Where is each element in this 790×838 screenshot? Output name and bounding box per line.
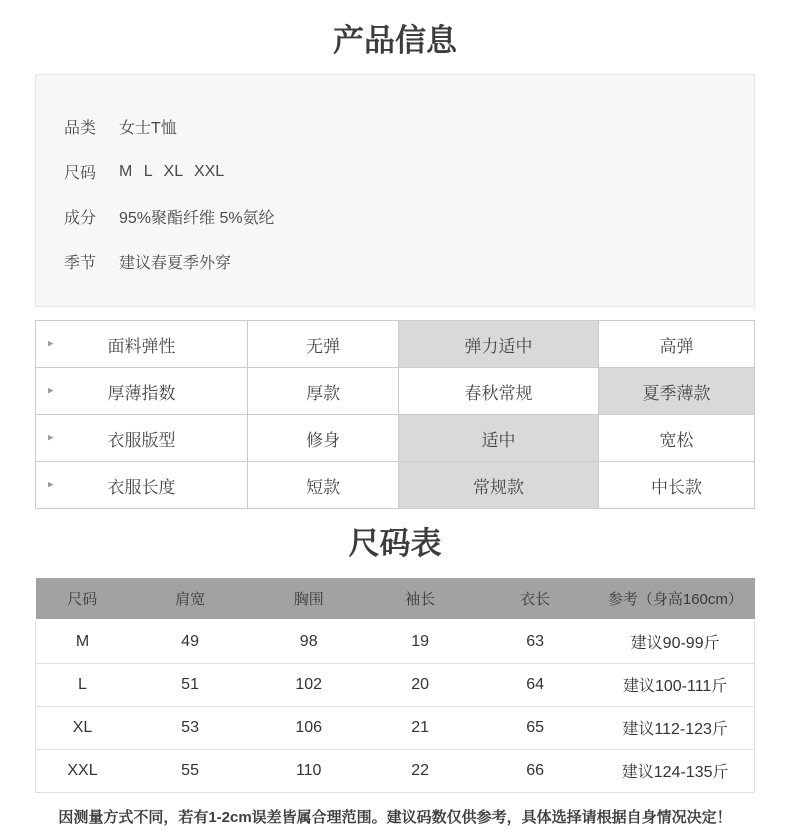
page-title: 产品信息 bbox=[333, 23, 457, 58]
size-chart-row-xl bbox=[36, 706, 755, 749]
size-chart-header: 肩宽 bbox=[129, 578, 251, 620]
attr-option-cell-selected: 常规款 bbox=[399, 462, 599, 509]
triangle-marker-icon: ▸ bbox=[48, 431, 54, 444]
size-cell: 21 bbox=[366, 706, 474, 749]
size-cell: XXL bbox=[36, 749, 129, 792]
info-value: M L XL XXL bbox=[119, 162, 225, 180]
size-cell: 53 bbox=[129, 706, 251, 749]
size-chart-row-m bbox=[36, 620, 755, 663]
attr-row-length bbox=[36, 462, 755, 509]
size-cell: 106 bbox=[251, 706, 366, 749]
triangle-marker-icon: ▸ bbox=[48, 337, 54, 350]
size-cell: 63 bbox=[474, 620, 596, 663]
attr-label-cell bbox=[36, 462, 248, 509]
attr-option-cell-selected: 弹力适中 bbox=[399, 321, 599, 368]
attr-label-cell bbox=[36, 321, 248, 368]
size-cell: 建议124-135斤 bbox=[596, 749, 754, 792]
info-value: 女士T恤 bbox=[119, 120, 177, 137]
attr-label-cell bbox=[36, 415, 248, 462]
size-chart-row-xxl bbox=[36, 749, 755, 792]
size-chart-header: 袖长 bbox=[366, 578, 474, 620]
attr-label: 衣服长度 bbox=[107, 477, 176, 497]
attribute-matrix-table bbox=[35, 320, 755, 509]
attr-label: 面料弹性 bbox=[107, 336, 176, 356]
size-chart-header: 参考（身高160cm） bbox=[596, 578, 754, 620]
product-info-box bbox=[35, 74, 755, 307]
size-cell: 建议100-111斤 bbox=[596, 663, 754, 706]
attr-option-cell: 中长款 bbox=[598, 462, 754, 509]
attr-row-fit bbox=[36, 415, 755, 462]
attr-option-cell: 短款 bbox=[248, 462, 399, 509]
attr-option-cell: 修身 bbox=[248, 415, 399, 462]
attr-option-cell: 高弹 bbox=[598, 321, 754, 368]
size-cell: 51 bbox=[129, 663, 251, 706]
attr-option-cell-selected: 适中 bbox=[399, 415, 599, 462]
size-cell: 55 bbox=[129, 749, 251, 792]
size-cell: 20 bbox=[366, 663, 474, 706]
size-cell: L bbox=[36, 663, 129, 706]
size-cell: 65 bbox=[474, 706, 596, 749]
attr-label: 厚薄指数 bbox=[107, 383, 176, 403]
size-cell: 49 bbox=[129, 620, 251, 663]
info-label: 季节 bbox=[64, 255, 97, 272]
size-chart-header: 衣长 bbox=[474, 578, 596, 620]
size-cell: 98 bbox=[251, 620, 366, 663]
size-cell: M bbox=[36, 620, 129, 663]
triangle-marker-icon: ▸ bbox=[48, 478, 54, 491]
size-cell: 64 bbox=[474, 663, 596, 706]
size-chart-header: 胸围 bbox=[251, 578, 366, 620]
info-row-season bbox=[36, 239, 754, 284]
size-cell: 19 bbox=[366, 620, 474, 663]
size-cell: 110 bbox=[251, 749, 366, 792]
size-chart-row-l bbox=[36, 663, 755, 706]
size-chart-title: 尺码表 bbox=[348, 526, 442, 561]
attr-label: 衣服版型 bbox=[107, 430, 176, 450]
attr-option-cell-selected: 夏季薄款 bbox=[598, 368, 754, 415]
info-label: 尺码 bbox=[64, 165, 97, 182]
size-chart-header: 尺码 bbox=[36, 578, 129, 620]
info-row-category bbox=[36, 104, 754, 149]
size-chart-table bbox=[35, 578, 755, 793]
attr-label-cell bbox=[36, 368, 248, 415]
size-cell: 66 bbox=[474, 749, 596, 792]
size-cell: 建议112-123斤 bbox=[596, 706, 754, 749]
attr-option-cell: 无弹 bbox=[248, 321, 399, 368]
attr-option-cell: 宽松 bbox=[598, 415, 754, 462]
info-label: 成分 bbox=[64, 210, 97, 227]
size-cell: 建议90-99斤 bbox=[596, 620, 754, 663]
attr-row-elasticity bbox=[36, 321, 755, 368]
attr-option-cell: 厚款 bbox=[248, 368, 399, 415]
attr-row-thickness bbox=[36, 368, 755, 415]
triangle-marker-icon: ▸ bbox=[48, 384, 54, 397]
info-value: 建议春夏季外穿 bbox=[119, 255, 232, 272]
info-value: 95%聚酯纤维 5%氨纶 bbox=[119, 210, 275, 227]
info-row-composition bbox=[36, 194, 754, 239]
size-chart-header-row bbox=[36, 578, 755, 620]
attr-option-cell: 春秋常规 bbox=[399, 368, 599, 415]
size-cell: XL bbox=[36, 706, 129, 749]
size-cell: 22 bbox=[366, 749, 474, 792]
measurement-disclaimer: 因测量方式不同，若有1-2cm误差皆属合理范围。建议码数仅供参考，具体选择请根据自身情况决定！ bbox=[58, 808, 732, 826]
size-cell: 102 bbox=[251, 663, 366, 706]
info-label: 品类 bbox=[64, 120, 97, 137]
info-row-sizes bbox=[36, 149, 754, 194]
